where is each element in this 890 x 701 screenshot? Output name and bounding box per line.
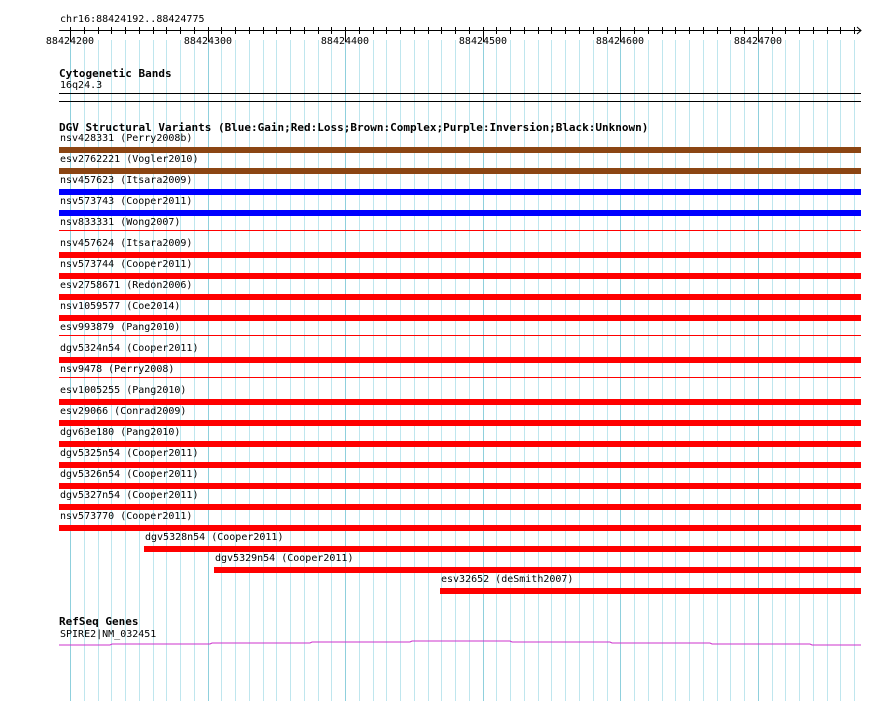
variant-bar[interactable]	[59, 399, 861, 405]
variant-bar[interactable]	[59, 189, 861, 195]
variant-bar[interactable]	[59, 441, 861, 447]
location-label: chr16:88424192..88424775	[60, 14, 205, 25]
ruler-tick-label: 88424400	[320, 36, 370, 47]
variant-bar[interactable]	[59, 377, 861, 378]
variant-bar[interactable]	[144, 546, 861, 552]
variant-label[interactable]: esv993879 (Pang2010)	[60, 322, 181, 333]
variant-label[interactable]: dgv5328n54 (Cooper2011)	[145, 532, 284, 543]
variant-label[interactable]: dgv5327n54 (Cooper2011)	[60, 490, 199, 501]
variant-label[interactable]: nsv428331 (Perry2008b)	[60, 133, 193, 144]
variant-bar[interactable]	[59, 504, 861, 510]
variant-bar[interactable]	[214, 567, 861, 573]
variant-label[interactable]: nsv833331 (Wong2007)	[60, 217, 181, 228]
ruler-tick-label: 88424500	[458, 36, 508, 47]
cytoband-track-title[interactable]: Cytogenetic Bands	[59, 67, 172, 80]
variant-bar[interactable]	[59, 357, 861, 363]
variant-bar[interactable]	[59, 483, 861, 489]
variant-label[interactable]: dgv5329n54 (Cooper2011)	[215, 553, 354, 564]
variant-label[interactable]: nsv573743 (Cooper2011)	[60, 196, 193, 207]
variant-label[interactable]: dgv5325n54 (Cooper2011)	[60, 448, 199, 459]
variant-bar[interactable]	[59, 273, 861, 279]
gene-intron-line[interactable]	[59, 641, 861, 645]
variant-label[interactable]: dgv5324n54 (Cooper2011)	[60, 343, 199, 354]
variant-label[interactable]: esv32652 (deSmith2007)	[441, 574, 574, 585]
cytoband-label[interactable]: 16q24.3	[60, 80, 103, 91]
refseq-track-title[interactable]: RefSeq Genes	[59, 615, 139, 628]
variant-bar[interactable]	[59, 525, 861, 531]
ruler-tick-label: 88424700	[733, 36, 783, 47]
variant-label[interactable]: nsv1059577 (Coe2014)	[60, 301, 181, 312]
variant-label[interactable]: esv1005255 (Pang2010)	[60, 385, 187, 396]
variant-label[interactable]: esv2758671 (Redon2006)	[60, 280, 193, 291]
variant-label[interactable]: nsv573744 (Cooper2011)	[60, 259, 193, 270]
variant-label[interactable]: nsv457624 (Itsara2009)	[60, 238, 193, 249]
variant-bar[interactable]	[59, 420, 861, 426]
ruler-tick-label: 88424600	[595, 36, 645, 47]
variant-bar[interactable]	[59, 168, 861, 174]
refseq-gene-label[interactable]: SPIRE2|NM_032451	[60, 629, 157, 640]
variant-bar[interactable]	[59, 147, 861, 153]
ruler-tick-label: 88424200	[45, 36, 95, 47]
variant-bar[interactable]	[59, 210, 861, 216]
dgv-track-title[interactable]: DGV Structural Variants (Blue:Gain;Red:Loss;Brown:Complex;Purple:Inversion;Black:Unknown)	[59, 121, 649, 134]
variant-bar[interactable]	[59, 335, 861, 336]
variant-label[interactable]: dgv63e180 (Pang2010)	[60, 427, 181, 438]
variant-label[interactable]: esv29066 (Conrad2009)	[60, 406, 187, 417]
variant-bar[interactable]	[440, 588, 861, 594]
variant-bar[interactable]	[59, 294, 861, 300]
variant-label[interactable]: nsv9478 (Perry2008)	[60, 364, 175, 375]
variant-bar[interactable]	[59, 315, 861, 321]
refseq-gene-spire2[interactable]	[0, 632, 890, 662]
ruler-tick-label: 88424300	[183, 36, 233, 47]
variant-bar[interactable]	[59, 230, 861, 231]
variant-label[interactable]: esv2762221 (Vogler2010)	[60, 154, 199, 165]
variant-label[interactable]: dgv5326n54 (Cooper2011)	[60, 469, 199, 480]
variant-label[interactable]: nsv573770 (Cooper2011)	[60, 511, 193, 522]
variant-bar[interactable]	[59, 252, 861, 258]
variant-label[interactable]: nsv457623 (Itsara2009)	[60, 175, 193, 186]
variant-bar[interactable]	[59, 462, 861, 468]
